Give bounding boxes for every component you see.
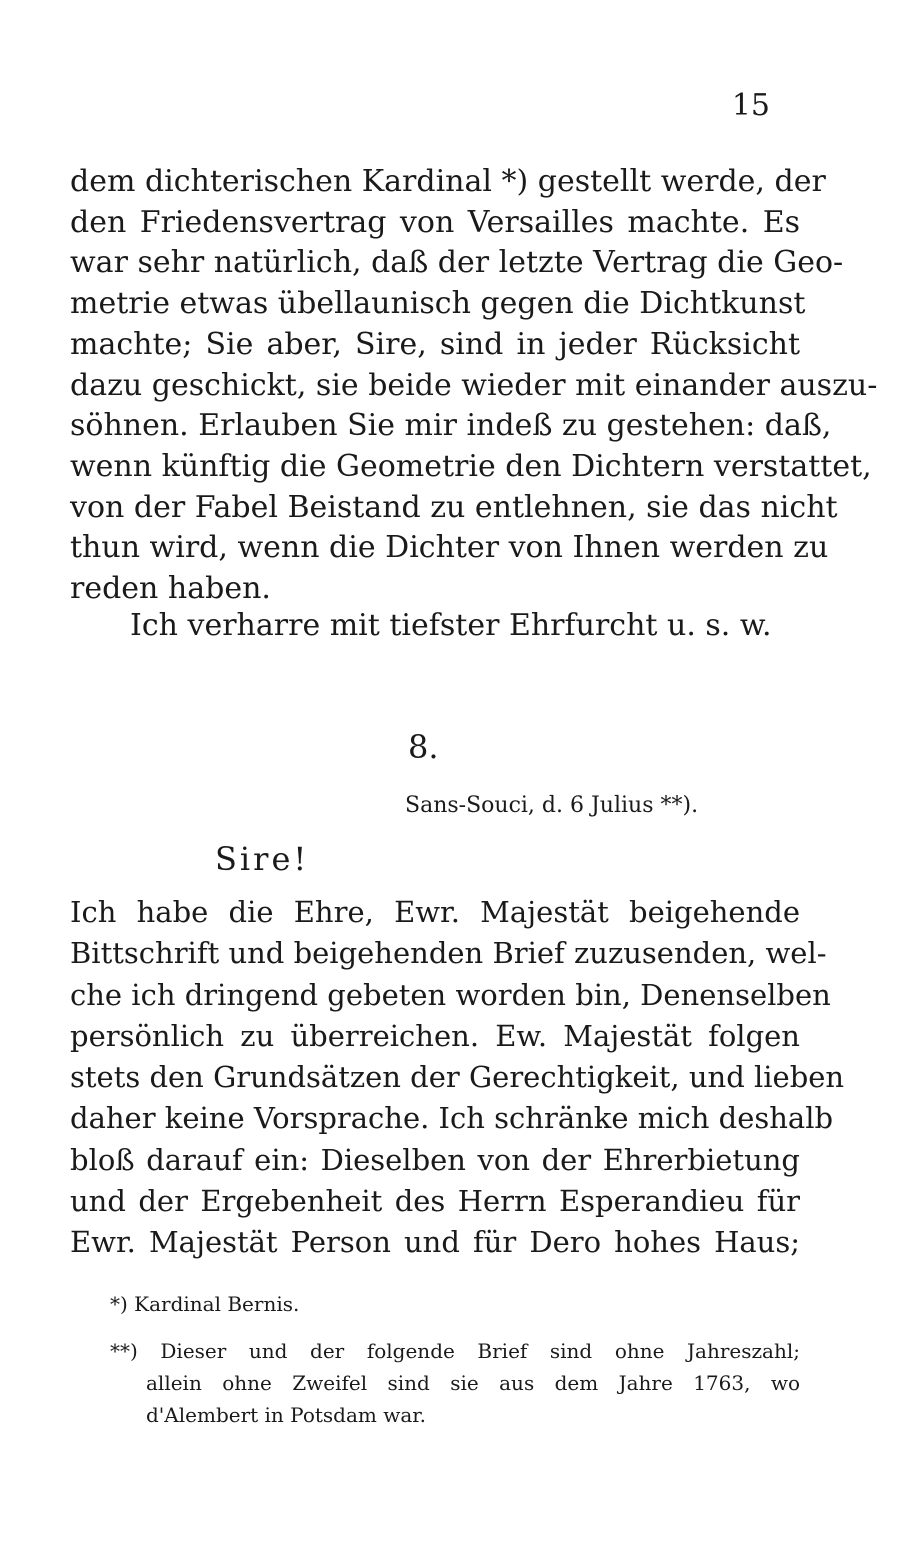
text-line: machte; Sie aber, Sire, sind in jeder Rücksicht (70, 326, 800, 362)
text-line: söhnen. Erlauben Sie mir indeß zu gestehen: daß, (70, 408, 832, 444)
text-line: che ich dringend gebeten worden bin, Denenselben (70, 977, 831, 1012)
closing-formula: Ich verharre mit tiefster Ehrfurcht u. s. w. (130, 608, 772, 643)
text-line: metrie etwas übellaunisch gegen die Dichtkunst (70, 286, 806, 322)
footnote-line: **) Dieser und der folgende Brief sind ohne Jahreszahl; (110, 1339, 800, 1363)
footnote-2 (110, 1335, 800, 1431)
text-line: thun wird, wenn die Dichter von Ihnen werden zu (70, 530, 829, 566)
text-line: war sehr natürlich, daß der letzte Vertrag die Geo- (70, 245, 844, 281)
letter-body (70, 892, 845, 1264)
page-number: 15 (731, 88, 770, 123)
text-line: reden haben. (70, 571, 271, 607)
text-line: von der Fabel Beistand zu entlehnen, sie das nicht (70, 489, 838, 525)
paragraph-continued (70, 162, 878, 610)
text-line: Bittschrift und beigehenden Brief zuzusenden, wel- (70, 936, 827, 971)
text-line: dem dichterischen Kardinal *) gestellt werde, der (70, 164, 826, 199)
text-line: daher keine Vorsprache. Ich schränke mich deshalb (70, 1101, 834, 1136)
text-line: Ich habe die Ehre, Ewr. Majestät beigehende (70, 895, 800, 929)
footnote-line: allein ohne Zweifel sind sie aus dem Jahre 1763, wo (146, 1371, 800, 1395)
footnote-1: *) Kardinal Bernis. (110, 1292, 300, 1316)
text-line: stets den Grundsätzen der Gerechtigkeit, und lieben (70, 1060, 845, 1095)
salutation: Sire! (215, 840, 310, 878)
text-line: dazu geschickt, sie beide wieder mit einander auszu- (70, 367, 878, 403)
footnote-line: d'Alembert in Potsdam war. (146, 1403, 426, 1427)
dateline: Sans-Souci, d. 6 Julius **). (405, 793, 699, 818)
text-line: und der Ergebenheit des Herrn Esperandieu für (70, 1184, 800, 1219)
text-line: bloß darauf ein: Dieselben von der Ehrerbietung (70, 1142, 800, 1177)
text-line: Ewr. Majestät Person und für Dero hohes Haus; (70, 1225, 800, 1260)
text-line: den Friedensvertrag von Versailles machte. Es (70, 204, 800, 240)
letter-number: 8. (408, 728, 439, 766)
text-line: persönlich zu überreichen. Ew. Majestät folgen (70, 1018, 800, 1053)
text-line: wenn künftig die Geometrie den Dichtern verstattet, (70, 448, 872, 484)
